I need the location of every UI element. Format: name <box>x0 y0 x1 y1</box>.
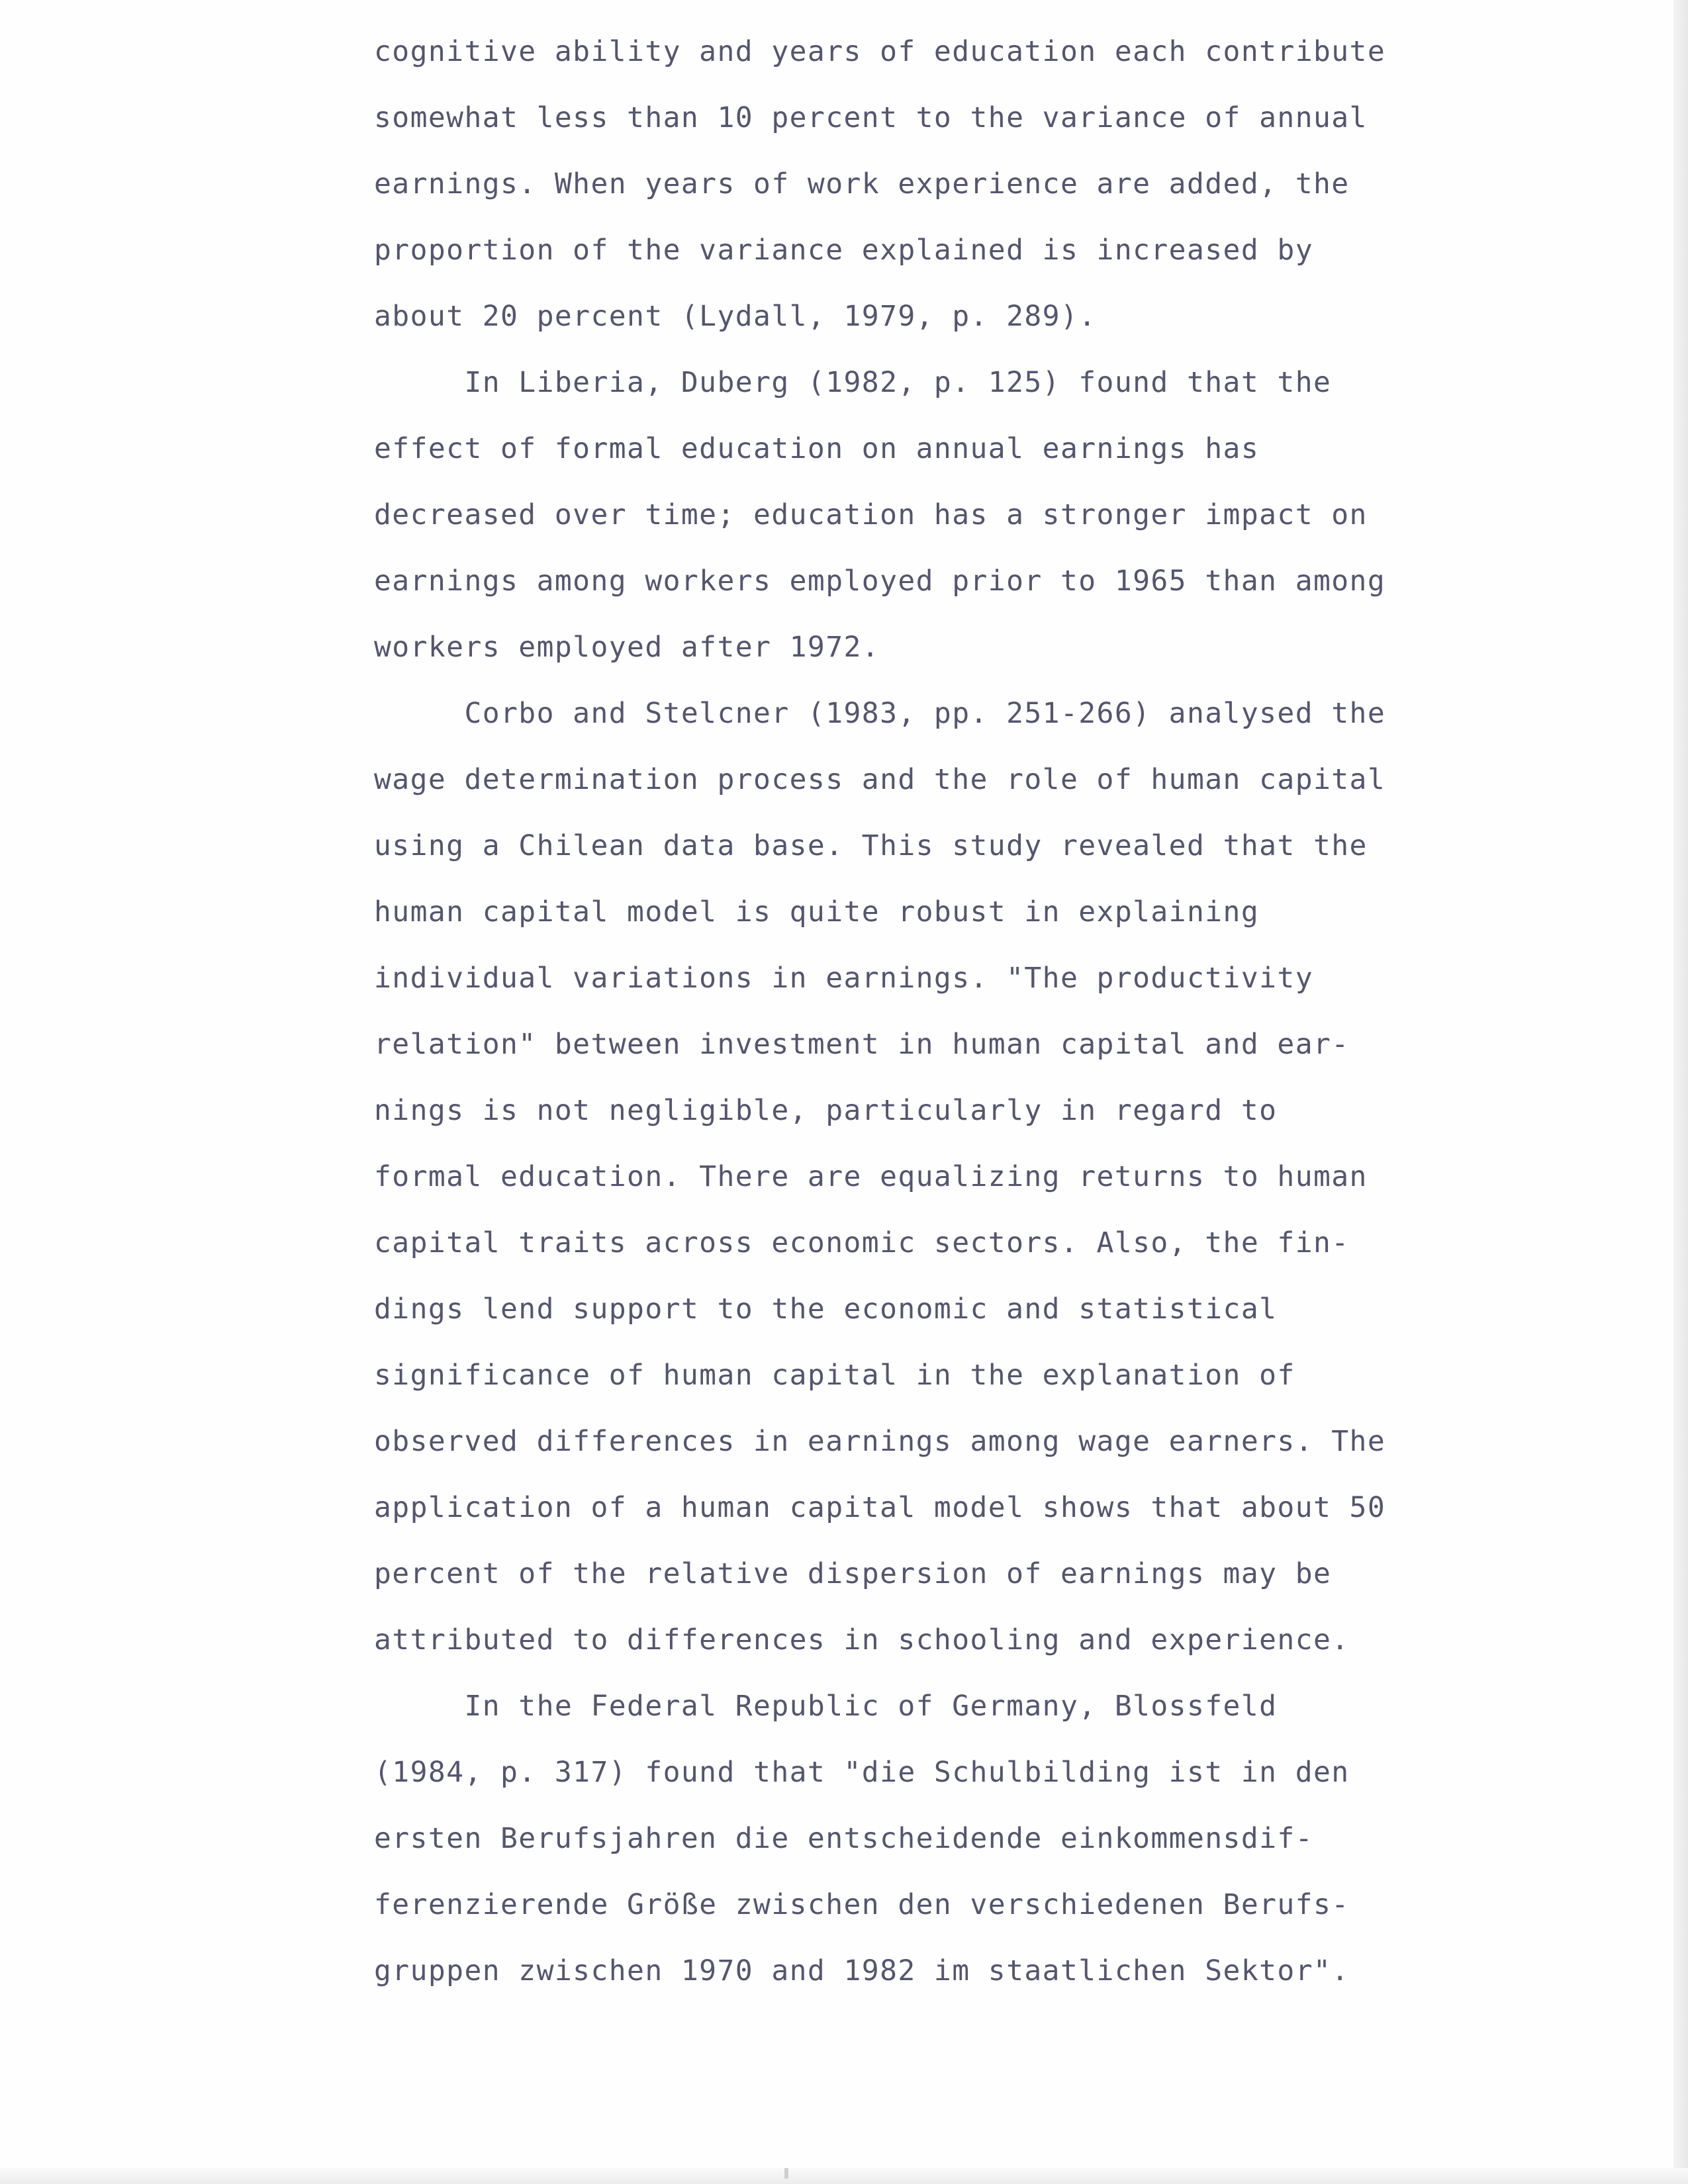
text-line: formal education. There are equalizing returns to human <box>374 1160 1368 1193</box>
text-line: application of a human capital model shows that about 50 <box>374 1491 1386 1524</box>
text-line: dings lend support to the economic and statistical <box>374 1293 1278 1326</box>
text-line: Corbo and Stelcner (1983, pp. 251-266) analysed the <box>374 697 1386 730</box>
text-line: using a Chilean data base. This study revealed that the <box>374 829 1368 862</box>
text-line: human capital model is quite robust in explaining <box>374 895 1260 929</box>
text-line: ersten Berufsjahren die entscheidende einkommensdif- <box>374 1822 1313 1855</box>
text-line: proportion of the variance explained is increased by <box>374 234 1313 267</box>
body-text <box>374 28 1499 2013</box>
text-line: cognitive ability and years of education each contribute <box>374 35 1386 68</box>
text-line: wage determination process and the role of human capital <box>374 763 1386 796</box>
scan-mark <box>784 2168 788 2179</box>
text-line: earnings. When years of work experience are added, the <box>374 167 1350 201</box>
text-line: somewhat less than 10 percent to the variance of annual <box>374 101 1368 134</box>
text-line: nings is not negligible, particularly in regard to <box>374 1094 1278 1127</box>
text-line: effect of formal education on annual earnings has <box>374 432 1260 465</box>
text-line: decreased over time; education has a stronger impact on <box>374 498 1368 531</box>
text-line: ferenzierende Größe zwischen den verschiedenen Berufs- <box>374 1888 1350 1921</box>
text-line: gruppen zwischen 1970 and 1982 im staatlichen Sektor". <box>374 1954 1350 1987</box>
scan-bottom-edge <box>0 2168 1688 2184</box>
scan-right-edge <box>1673 0 1688 2184</box>
text-line: about 20 percent (Lydall, 1979, p. 289). <box>374 300 1097 333</box>
text-line: significance of human capital in the explanation of <box>374 1359 1295 1392</box>
text-line: capital traits across economic sectors. Also, the fin- <box>374 1226 1350 1259</box>
text-line: workers employed after 1972. <box>374 631 880 664</box>
text-line: observed differences in earnings among wage earners. The <box>374 1425 1386 1458</box>
text-line: attributed to differences in schooling and experience. <box>374 1623 1350 1657</box>
text-line: individual variations in earnings. "The productivity <box>374 962 1313 995</box>
text-line: percent of the relative dispersion of earnings may be <box>374 1557 1332 1590</box>
text-line: In Liberia, Duberg (1982, p. 125) found that the <box>374 366 1332 399</box>
text-line: relation" between investment in human capital and ear- <box>374 1028 1350 1061</box>
text-line: In the Federal Republic of Germany, Blossfeld <box>374 1690 1278 1723</box>
text-line: earnings among workers employed prior to 1965 than among <box>374 565 1386 598</box>
text-line: (1984, p. 317) found that "die Schulbilding ist in den <box>374 1756 1350 1789</box>
